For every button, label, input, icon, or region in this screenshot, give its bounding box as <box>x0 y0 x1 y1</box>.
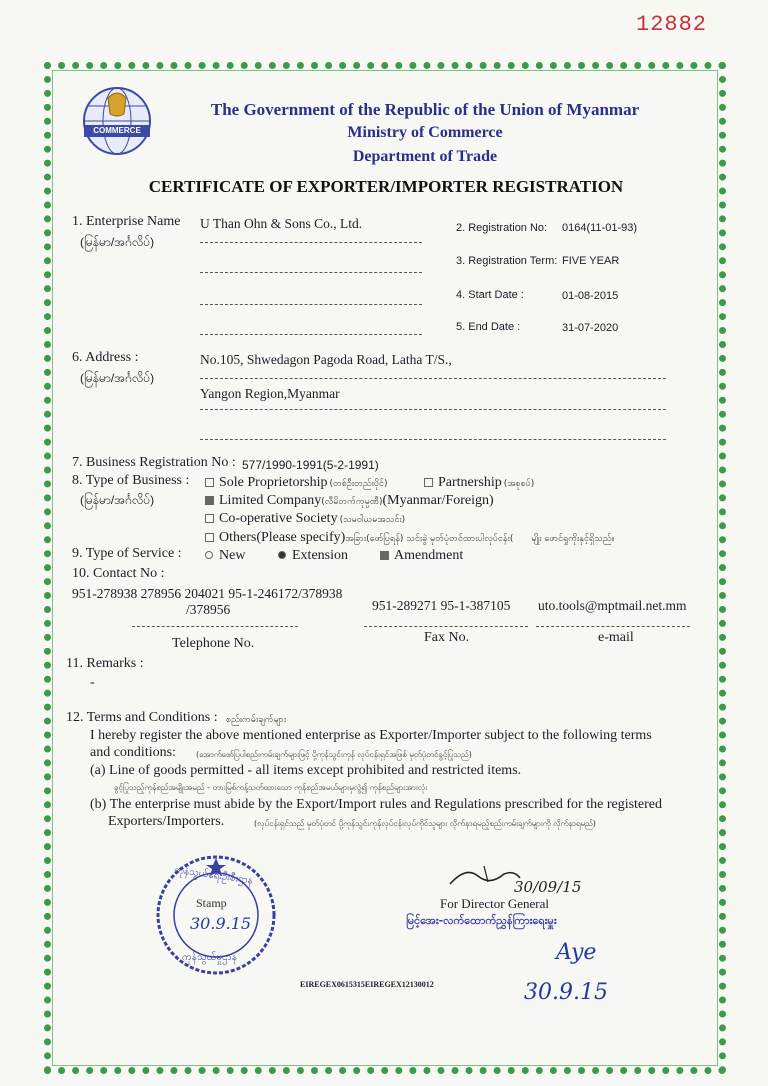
stamp-label: Stamp <box>196 896 227 910</box>
email-value: uto.tools@mptmail.net.mm <box>538 598 687 613</box>
commerce-logo <box>78 82 156 160</box>
enterprise-name-value: U Than Ohn & Sons Co., Ltd. <box>200 216 363 231</box>
terms-label: 12. Terms and Conditions : <box>66 710 218 725</box>
contact-label: 10. Contact No : <box>72 566 165 581</box>
stamp-bottom-text: ကုန်သွယ်မှုဌာန <box>182 952 237 963</box>
option-partnership[interactable] <box>424 473 534 491</box>
underline <box>200 378 666 379</box>
option-sole-proprietorship[interactable] <box>205 473 388 491</box>
option-amendment[interactable] <box>380 546 463 564</box>
radio[interactable] <box>205 551 213 559</box>
official-stamp <box>148 852 284 978</box>
signature-icon <box>444 862 524 892</box>
radio-selected[interactable] <box>278 551 286 559</box>
option-others[interactable] <box>205 528 614 546</box>
logo-text: COMMERCE <box>93 126 141 135</box>
stamp-top-text: ကုန်သွယ်ရေးဦးစီးဌာန <box>173 864 254 887</box>
underline <box>200 409 666 410</box>
for-director-general: For Director General <box>440 896 550 911</box>
registration-term-label: 3. Registration Term: <box>456 255 558 267</box>
stamp-date: 30.9.15 <box>190 914 252 933</box>
signature-scribble <box>444 862 524 892</box>
registration-no-label: 2. Registration No: <box>456 222 548 234</box>
address-label: 6. Address : <box>72 350 139 365</box>
term-b-line1: (b) The enterprise must abide by the Export/Import rules and Regulations prescribed for the registered <box>90 797 663 812</box>
option-new[interactable] <box>205 546 245 564</box>
option-label-extra: (Myanmar/Foreign) <box>382 493 494 508</box>
address-label-mm: (မြန်မာ/အင်္ဂလိပ်) <box>80 371 155 385</box>
underline <box>200 439 666 440</box>
option-limited-company[interactable] <box>205 491 494 509</box>
globe-icon <box>78 82 156 160</box>
terms-line2: and conditions: <box>90 745 176 760</box>
option-label: Amendment <box>394 548 464 563</box>
end-date-label: 5. End Date : <box>456 321 521 333</box>
underline <box>132 626 298 627</box>
checkbox-checked[interactable] <box>205 496 214 505</box>
term-b-line2: Exporters/Importers. <box>108 814 225 829</box>
department-title: Department of Trade <box>352 148 498 165</box>
option-extension[interactable] <box>278 546 348 564</box>
registration-no-value: 0164(11-01-93) <box>562 222 638 234</box>
ministry-title: Ministry of Commerce <box>347 124 503 141</box>
option-label-mm: (လီမိတက်ကုမ္ပဏီ) <box>321 497 383 507</box>
certificate-title: CERTIFICATE OF EXPORTER/IMPORTER REGISTRATION <box>148 177 624 196</box>
checkbox-checked[interactable] <box>380 551 389 560</box>
option-label-mm: (သမဝါယမအသင်း) <box>339 515 406 525</box>
underline <box>200 304 422 305</box>
option-label: Limited Company <box>219 493 322 508</box>
remarks-label: 11. Remarks : <box>66 656 144 671</box>
business-type-label-mm: (မြန်မာ/အင်္ဂလိပ်) <box>80 493 155 507</box>
officer-seal-text: မြင့်အေး-လက်ထောက်ညွှန်ကြားရေးမှူး <box>406 914 557 927</box>
terms-line1: I hereby register the above mentioned enterprise as Exporter/Importer subject to the following terms <box>90 728 652 743</box>
telephone-caption: Telephone No. <box>172 636 255 651</box>
government-title: The Government of the Republic of the Union of Myanmar <box>210 100 640 119</box>
option-label: New <box>219 548 246 563</box>
terms-line2-mm: (အောက်ဖော်ပြပါစည်းကမ်းချက်များဖြင့် ပို့ကုန်သွင်းကုန် လုပ်ငန်းရှင်အဖြစ် မှတ်ပုံတင်ခွင့်ပြုသည်) <box>196 750 472 759</box>
business-registration-value: 577/1990-1991(5-2-1991) <box>242 458 379 472</box>
underline <box>200 334 422 335</box>
start-date-value: 01-08-2015 <box>562 290 619 302</box>
option-label: Partnership <box>438 475 502 490</box>
option-cooperative-society[interactable] <box>205 509 405 527</box>
fax-value: 951-289271 95-1-387105 <box>372 598 511 613</box>
registration-term-value: FIVE YEAR <box>562 255 620 267</box>
serial-number: 12882 <box>636 12 708 37</box>
document-code: EIREGEX0615315EIREGEX12130012 <box>300 980 434 989</box>
underline <box>200 242 422 243</box>
address-line2: Yangon Region,Myanmar <box>200 386 340 401</box>
terms-label-mm: စည်းကမ်းချက်များ <box>226 715 287 725</box>
option-label: Sole Proprietorship <box>219 475 328 490</box>
address-line1: No.105, Shwedagon Pagoda Road, Latha T/S., <box>200 352 452 367</box>
option-label: Extension <box>292 548 348 563</box>
checkbox[interactable] <box>205 478 214 487</box>
end-date-value: 31-07-2020 <box>562 322 619 334</box>
fax-caption: Fax No. <box>424 630 470 645</box>
start-date-label: 4. Start Date : <box>456 289 524 301</box>
handwritten-date: 30.9.15 <box>524 980 608 1005</box>
checkbox[interactable] <box>205 514 214 523</box>
checkbox[interactable] <box>205 533 214 542</box>
business-type-label: 8. Type of Business : <box>72 473 190 488</box>
underline <box>200 272 422 273</box>
enterprise-name-label: 1. Enterprise Name <box>72 214 181 229</box>
option-label-mm: မျိုး ဖောင်ရှုကိုးနှင့်ရှိသည်။ <box>531 534 615 544</box>
remarks-value: - <box>90 675 95 690</box>
term-a-mm: ခွင့်ပြုသည့်ကုန်စည်အမျိုးအမည် - တားမြစ်ကန့်သတ်ထားသော ကုန်စည်အမယ်များမှလွဲ၍ ကုန်စည်များအားလုံး <box>114 783 428 792</box>
term-b-line2-mm: (လုပ်ငန်းရှင်သည် မှတ်ပုံတင် ပို့ကုန်သွင်းကုန်လုပ်ငန်းလုပ်ကိုင်သူများ လိုက်နာရမည့်စည်းကမ်းချက်များကို လိုက်နာရမည်) <box>254 819 596 828</box>
officer-initial: Aye <box>556 940 597 965</box>
telephone-line2: /378956 <box>186 602 231 617</box>
option-label-mm: (တစ်ဦးတည်းပိုင်) <box>329 479 388 489</box>
option-label-mm: (အစုစပ်) <box>503 479 535 489</box>
email-caption: e-mail <box>598 630 634 645</box>
option-label: Others(Please specify) <box>219 530 346 545</box>
telephone-line1: 951-278938 278956 204021 95-1-246172/378938 <box>72 586 343 601</box>
underline <box>364 626 528 627</box>
business-registration-label: 7. Business Registration No : <box>72 455 236 470</box>
option-label: Co-operative Society <box>219 511 338 526</box>
term-a: (a) Line of goods permitted - all items except prohibited and restricted items. <box>90 763 522 778</box>
service-type-label: 9. Type of Service : <box>72 546 182 561</box>
checkbox[interactable] <box>424 478 433 487</box>
underline <box>536 626 690 627</box>
option-label-mm: အခြား(ဖော်ပြရန်) သင်းခွဲ မှတ်ပုံတင်ထားပါလုပ်ငန်း( <box>345 534 514 544</box>
enterprise-name-label-mm: (မြန်မာ/အင်္ဂလိပ်) <box>80 235 155 249</box>
signature-date: 30/09/15 <box>514 878 582 896</box>
